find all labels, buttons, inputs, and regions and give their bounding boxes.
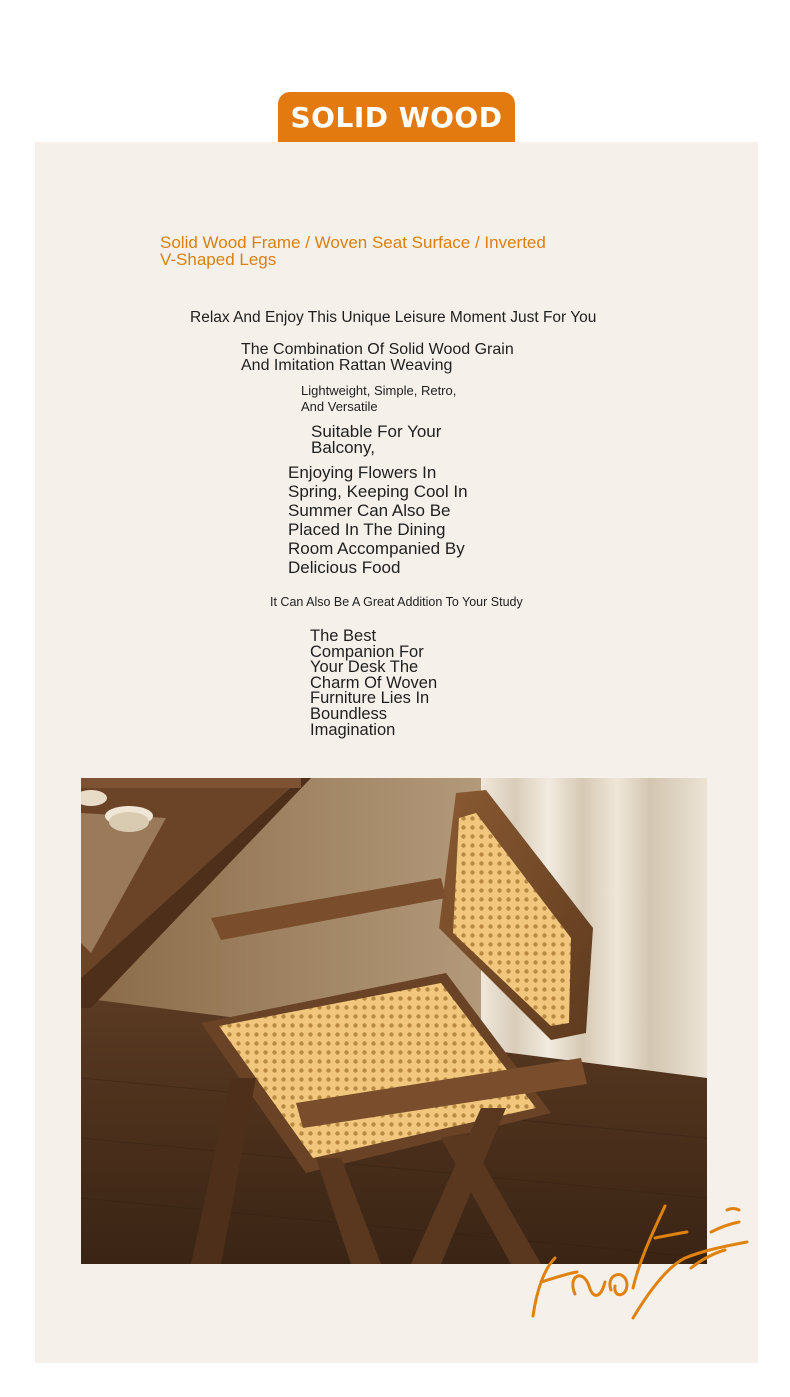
- description-desk: The Best Companion For Your Desk The Charm Of Woven Furniture Lies In Boundless Imagination: [310, 627, 438, 739]
- feature-subtitle: Solid Wood Frame / Woven Seat Surface / Inverted V-Shaped Legs: [160, 233, 546, 269]
- description-wood-rattan: The Combination Of Solid Wood Grain And Imitation Rattan Weaving: [241, 341, 514, 374]
- description-balcony: Suitable For Your Balcony,: [311, 422, 442, 457]
- description-study: It Can Also Be A Great Addition To Your Study: [270, 595, 523, 609]
- description-lightweight: Lightweight, Simple, Retro, And Versatile: [301, 383, 457, 414]
- signature-logo: [515, 1198, 755, 1323]
- section-badge: SOLID WOOD: [278, 92, 515, 142]
- tagline: Relax And Enjoy This Unique Leisure Moment Just For You: [190, 309, 597, 326]
- product-photo: [81, 778, 707, 1264]
- description-seasons: Enjoying Flowers In Spring, Keeping Cool In Summer Can Also Be Placed In The Dining Room Accompanied By Delicious Food: [288, 463, 468, 577]
